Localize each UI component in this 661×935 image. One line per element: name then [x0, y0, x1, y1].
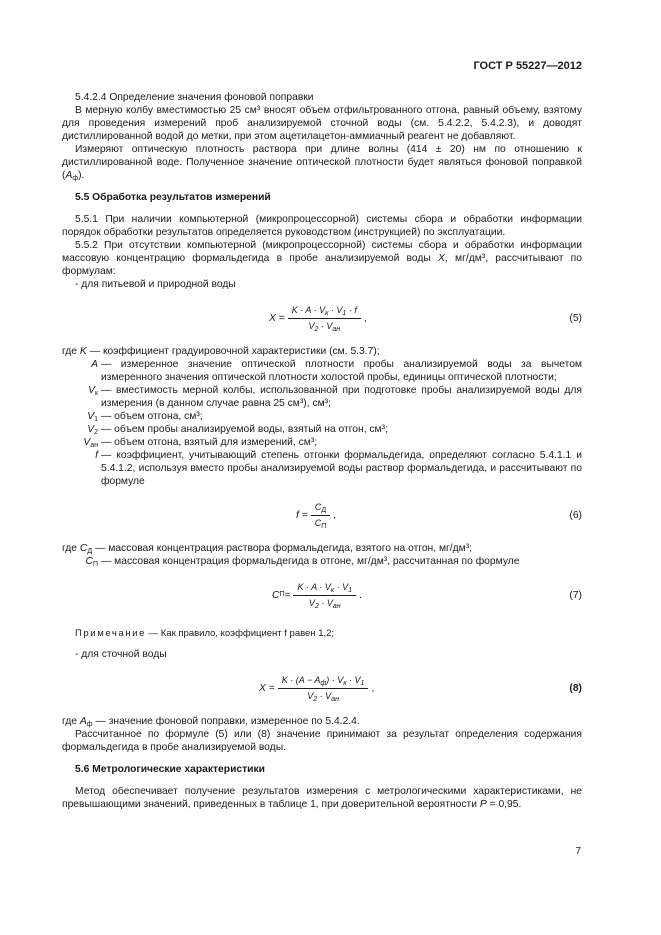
- document-code: ГОСТ Р 55227—2012: [473, 60, 582, 72]
- formula-number: (5): [569, 312, 582, 324]
- formula-8: X = $\frac{K \cdot (A - A_ф) \cdot V_к \cdot V_1}{V_2 \cdot V_{ан}}$ , (8): [62, 666, 582, 710]
- paragraph: 5.5.2 При отсутствии компьютерной (микропроцессорной) системы сбора и обработки информации массовую концентрацию формальдегида в пробе анализируемой воды X, мг/дм³, рассчитывают по формулам:: [62, 240, 582, 277]
- page-number: 7: [575, 846, 581, 857]
- definition-item: $C_П$ — массовая концентрация формальдегида в отгоне, мг/дм³, рассчитанная по формуле: [85, 556, 520, 568]
- definition-item: где K — коэффициент градуировочной характеристики (см. 5.3.7);: [62, 346, 380, 357]
- definition-item: $V_{ан}$ — объем отгона, взятый для измерений, см³;: [83, 437, 318, 449]
- definitions-list: [62, 715, 582, 728]
- page-content: [62, 91, 582, 811]
- section-5-4-2-4-title: 5.4.2.4 Определение значения фоновой поправки: [75, 92, 314, 103]
- paragraph: 5.5.1 При наличии компьютерной (микропроцессорной) системы сбора и обработки информации порядок обработки результатов определяется руководством (инструкцией) по эксплуатации.: [62, 214, 582, 238]
- list-item-drinking-water: - для питьевой и природной воды: [75, 279, 236, 290]
- paragraph: Метод обеспечивает получение результатов измерения с метрологическими характеристиками, не превышающими значений, приведенных в таблице 1, при доверительной вероятности P = 0,95.: [62, 786, 582, 810]
- fraction: $\frac{K \cdot (A - A_ф) \cdot V_к \cdot V_1}{V_2 \cdot V_{ан}}$: [278, 675, 369, 702]
- note: Примечание — Как правило, коэффициент f равен 1,2;: [75, 628, 335, 639]
- list-item-waste-water: - для сточной воды: [75, 649, 167, 660]
- section-5-6-heading: 5.6 Метрологические характеристики: [75, 764, 265, 775]
- paragraph: В мерную колбу вместимостью 25 см³ вносят объем отфильтрованного отгона, равный объему, взятому для проведения измерений проб анализируемой сточной воды (см. 5.4.2.2, 5.4.2.3), и доводят дистиллированной водой до метки, при этом ацетилацетон-аммиачный реагент не добавляют.: [62, 105, 582, 142]
- definitions-list: [62, 345, 582, 488]
- definition-item: $V_1$ — объем отгона, см³;: [87, 411, 203, 423]
- formula-6: f = $\frac{C_Д}{C_П}$ , (6): [62, 493, 582, 537]
- fraction: $\frac{K \cdot A \cdot V_к \cdot V_1 \cdot f}{V_2 \cdot V_{ан}}$: [288, 305, 361, 332]
- section-5-5-heading: 5.5 Обработка результатов измерений: [75, 192, 271, 203]
- formula-number: (6): [569, 509, 582, 521]
- paragraph: Измеряют оптическую плотность раствора при длине волны (414 ± 20) нм по отношению к дистиллированной воде. Полученное значение оптической плотности будет являться фоновой поправкой $(A_ф)$.: [62, 144, 582, 182]
- formula-7: C П = $\frac{K \cdot A \cdot V_к \cdot V_1}{V_2 \cdot V_{ан}}$ . (7): [62, 573, 582, 617]
- fraction: $\frac{C_Д}{C_П}$: [311, 502, 331, 529]
- formula-5: X = $\frac{K \cdot A \cdot V_к \cdot V_1 \cdot f}{V_2 \cdot V_{ан}}$ , (5): [62, 296, 582, 340]
- definition-item: A — измеренное значение оптической плотности пробы анализируемой воды за вычетом измеренного значения оптической плотности холостой пробы, единицы оптической плотности;: [91, 359, 582, 383]
- definition-item: f — коэффициент, учитывающий степень отгонки формальдегида, определяют согласно 5.4.1.1 и 5.4.1.2, используя вместо пробы анализируемой воды раствор формальдегида, и рассчитывают по формуле: [95, 450, 582, 487]
- formula-number: (7): [569, 589, 582, 601]
- definition-item: $V_2$ — объем пробы анализируемой воды, взятый на отгон, см³;: [87, 424, 388, 436]
- definitions-list: [62, 542, 582, 568]
- fraction: $\frac{K \cdot A \cdot V_к \cdot V_1}{V_2 \cdot V_{ан}}$: [293, 582, 356, 609]
- paragraph: Рассчитанное по формуле (5) или (8) значение принимают за результат определения содержания формальдегида в пробе анализируемой воды.: [62, 729, 582, 753]
- formula-number: (8): [569, 682, 582, 694]
- definition-item: где $A_ф$ — значение фоновой поправки, измеренное по 5.4.2.4.: [62, 716, 360, 728]
- definition-item: $V_к$ — вместимость мерной колбы, использованной при подготовке пробы анализируемой воды для измерения (в данном случае равна 25 см³), см³;: [88, 385, 582, 409]
- definition-item: где $C_Д$ — массовая концентрация раствора формальдегида, взятого на отгон, мг/дм³;: [62, 543, 473, 555]
